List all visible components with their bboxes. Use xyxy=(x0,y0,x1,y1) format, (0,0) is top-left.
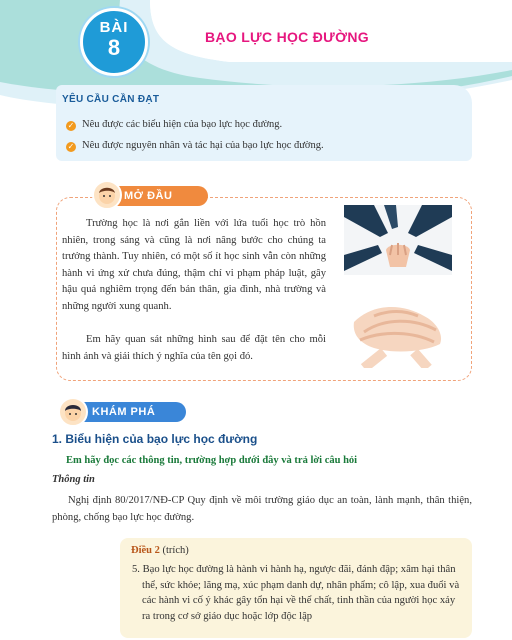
check-icon: ✓ xyxy=(67,121,75,130)
student-avatar-icon xyxy=(58,397,88,427)
lesson-number: 8 xyxy=(107,35,121,60)
quote-title-rest: (trích) xyxy=(159,545,189,556)
intro-paragraph-1: Trường học là nơi gắn liền với lứa tuổi học trò hồn nhiên, trong sáng và cũng là nơi nâng bước cho chúng ta trưởng thành. Tuy nhiên, có một số ít học sinh vẫn còn những hành vi ứng xử chưa đúng, thậm chí vi phạm pháp luật, gây hậu quả nghiêm trọng đến bản thân, gia đình, nhà trường và những người xung quanh. xyxy=(62,218,326,312)
requirements-title: YÊU CẦU CẦN ĐẠT xyxy=(62,94,160,105)
lesson-word: BÀI xyxy=(99,19,129,36)
quote-title xyxy=(131,545,189,556)
pointing-hands-image xyxy=(344,205,452,275)
section-heading: 1. Biểu hiện của bạo lực học đường xyxy=(52,432,258,446)
joined-hands-image xyxy=(344,282,452,368)
explore-label: KHÁM PHÁ xyxy=(74,402,186,422)
requirement-item: Nêu được nguyên nhân và tác hại của bạo lực học đường. xyxy=(82,140,324,151)
section-subheading: Em hãy đọc các thông tin, trường hợp dưới đây và trả lời câu hỏi xyxy=(66,455,358,466)
student-avatar-icon xyxy=(92,180,122,210)
info-label: Thông tin xyxy=(52,474,95,485)
lesson-title: BẠO LỰC HỌC ĐƯỜNG xyxy=(205,29,369,45)
intro-label: MỞ ĐẦU xyxy=(104,186,208,206)
intro-paragraph-2: Em hãy quan sát những hình sau để đặt tên cho mỗi hình ảnh và giải thích ý nghĩa của tên gọi đó. xyxy=(62,334,326,362)
quote-text: 5. Bạo lực học đường là hành vi hành hạ, ngược đãi, đánh đập; xâm hại thân thể, sức khỏe; lăng mạ, xúc phạm danh dự, nhân phẩm; cô lập, xua đuổi và các hành vi cố ý khác gây tổn hại về thể chất, tinh thần của người học xảy ra trong cơ sở giáo dục hoặc lớp độc lập xyxy=(132,564,460,622)
quote-title-bold: Điều 2 xyxy=(131,545,160,556)
info-text: Nghị định 80/2017/NĐ-CP Quy định về môi trường giáo dục an toàn, lành mạnh, thân thiện, phòng, chống bạo lực học đường. xyxy=(52,495,472,523)
requirement-item: Nêu được các biểu hiện của bạo lực học đường. xyxy=(82,119,283,130)
lesson-badge xyxy=(80,8,148,76)
check-icon: ✓ xyxy=(67,142,75,151)
